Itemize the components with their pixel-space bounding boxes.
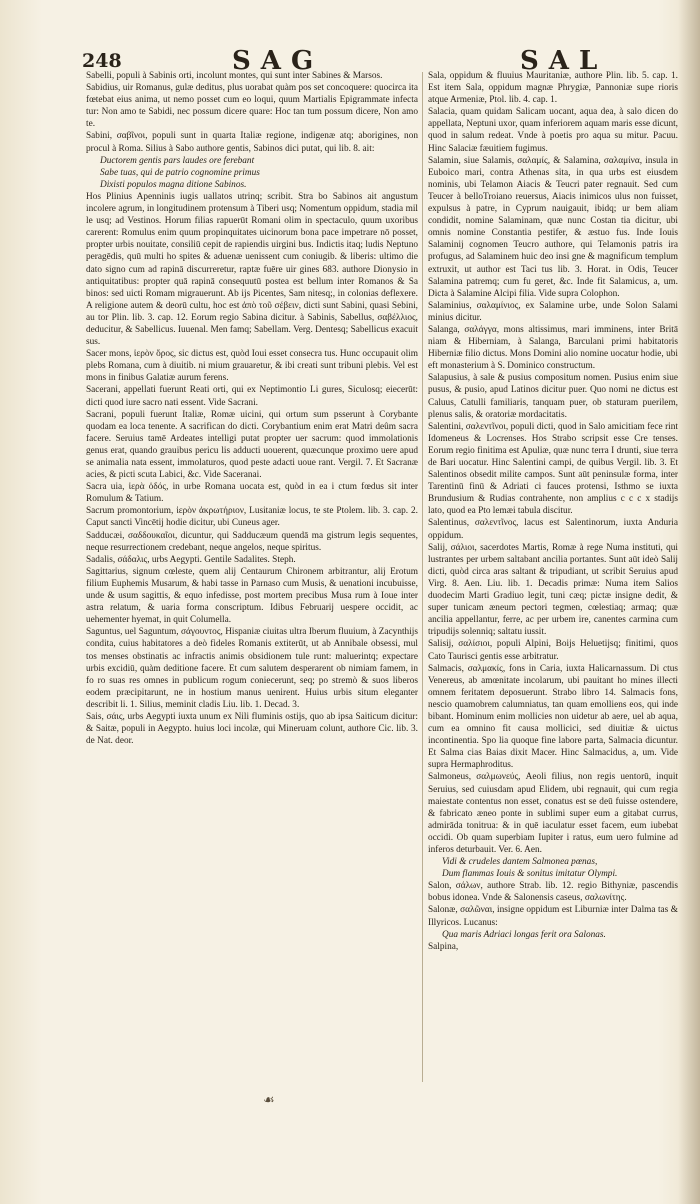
running-head-right: SAL: [520, 46, 608, 76]
dictionary-entry: Sabidius, uir Romanus, gulæ deditus, plus uorabat quàm pos set concoquere: quocirca ita fœtebat eius anima, ut nemo posset cum eo loqui, quum Martialis Epigrammate infecta tur: Non amo te Sabidi, nec possum dicere quare: Hoc tan tum possum dicere, Non amo te.: [86, 83, 418, 130]
right-column: [428, 70, 678, 953]
dictionary-entry: Salacia, quam quidam Salicam uocant, aqua dea, à salo dicen do appellata, Neptuni uxor, quam inferiorem aquam maris esse dicunt, quod in salum redeat. Vnde à poetis pro aqua su mitur. Pacuu. Hinc Salaciæ fæuitiem fugimus.: [428, 107, 678, 154]
dictionary-entry: Salon, σάλων, authore Strab. lib. 12. regio Bithyniæ, pascendis bobus idonea. Vnde & Salonensis caseus, σαλωνίτης.: [428, 881, 678, 904]
left-column: [86, 70, 418, 747]
dictionary-entry: Sacrum promontorium, ἱερὸν ἀκρωτήριον, Lusitaniæ locus, te ste Ptolem. lib. 3. cap. 2. Caput sancti Vincētij hodie dicitur, ubi Cuneus ager.: [86, 506, 418, 529]
dictionary-entry: Salonæ, σαλῶναι, insigne oppidum est Liburniæ inter Dalma tas & Illyricos. Lucanus:: [428, 905, 678, 928]
dictionary-entry: Hos Plinius Apenninis iugis uallatos utrinq; scribit. Stra bo Sabinos ait angustum incolere agrum, in longitudinem protensum à Tiberi usq; Nomentum oppidum, stadia mil le usq; ad Vestinos. Horum filias rapuerūt Romani olim in spectaculo, quum uxoribus carerent: Romulus enim quum propinquitates uicinorum bona pace impetrare nō posset, propter urbis nouitate, consiliū cepit de rapiendis uirgini bus. Indictis itaq; ludis Neptuno peragēdis, quū multi ho spites & aduenæ uenissent cum coniugib. & liberis: ultimo die dato signo cum ad rapinā discurreretur, raptæ fuēre uir gines 683. authore Dionysio in antiquitatibus: propter quā rapinā consequutū postea est bellum inter Romanos & Sa binos: sed uicti Romam migrauerunt. Ab ijs Picentes, Sam nitesq;, in colonias deflexere. A religione autem & deorū cultu, hoc est ἀπὸ τοῦ σέβειν, dicti sunt Sabini, quasi Sebini, au tor Plin. lib. 3. cap. 12. Eorum regio Sabina dicitur. à Sabinis, Sabellus, σαβέλλιος, deducitur, & Sabellicus. Iuuenal. Men famq; Sabellam. Verg. Dentesq; Sabellicus exacuit sus.: [86, 191, 418, 348]
ornament-icon: ☙: [263, 1093, 275, 1108]
dictionary-entry: Sais, σάις, urbs Aegypti iuxta unum ex Nili fluminis ostijs, quo ab ipsa Saiticum dicitur: & Saitæ, populi in Aegypto. huius loci incolæ, qui Mineruam colunt, authore Cic. lib. 3. de Nat. deor.: [86, 711, 418, 747]
dictionary-entry: Sacer mons, ἱερὸν ὄρος, sic dictus est, quòd Ioui esset consecra tus. Hunc occupauit olim plebs Romana, cum à diuitib. ni mium grauaretur, & ibi creati sunt tribuni plebis. Vel est mons in finibus Galatiæ aurum ferens.: [86, 349, 418, 384]
dictionary-entry: Salaminius, σαλαμίνιος, ex Salamine urbe, unde Solon Salami minius dicitur.: [428, 300, 678, 323]
dictionary-entry: Sadalis, σάδαλις, urbs Aegypti. Gentile Sadalites. Steph.: [86, 554, 296, 565]
dictionary-entry: Sala, oppidum & fluuius Mauritaniæ, authore Plin. lib. 5. cap. 1. Est item Sala, oppidum magnæ Phrygiæ, Pannoniæ supe rioris atque Armeniæ, Ptol. lib. 4. cap. 1.: [428, 71, 678, 106]
dictionary-entry: Salentini, σαλεντῖνοι, populi dicti, quod in Salo amicitiam fece rint Idomeneus & Locrenses. Hos Strabo scripsit esse Cre tenses. Eorum regio finitima est Apuliæ, quæ nunc terra I drunti, siue terra de Bari uocatur. Hinc Salentini campi, de quibus Vergil. lib. 3. Et Salentinos obsedit milite campos. Sunt aūt peninsulæ forma, inter Tarentinū finū & Adriati ci fauces protensi, Isthmo se iuxta Brundusium & Rudias contrahente, non amplius c c c x stadijs lato, quod ea Pto lemæi tabula discitur.: [428, 421, 678, 517]
dictionary-entry: Salanga, σαλάγγα, mons altissimus, mari imminens, inter Britā niam & Hiberniam, à Salanga, Barculani primi habitatoris Hiberniæ filio dictus. Mons Domini alio nomine uocatur hodie, ubi eft monasterium à S. Dominico constructum.: [428, 324, 678, 372]
verse-line: Qua maris Adriaci longas ferit ora Salonas.: [442, 929, 606, 940]
dictionary-entry: Sagittarius, signum cœleste, quem alij Centaurum Chironem arbitrantur, alij Erotum filium Euphemis Musarum, & habi tasse in Parnaso cum Musis, & uenationi incubuisse, unde & usum sagittis, & equo infedisse, post mortem precibus Musa rum à Ioue inter astra relatum, & uaria forma conscriptum. Idibus Februarij uespere occidit, ac uehementer hyemat, in quit Columella.: [86, 566, 418, 626]
dictionary-entry: Sacrani, populi fuerunt Italiæ, Romæ uicini, qui ortum sum psserunt à Corybante quodam ea loca tenente. A sacrifican do dicti. Corybantium enim erat Matri deûm sacra facere. Seruius tamē Ardeates intelligi putat propter uer sacrum: quod immolationis genus erat, quando grauibus pericu lis adducti uouerent, quæcunque proximo uere apud se animalia nata essent, immolaturos, quod peste adacti uoue rant. Vergil. 7. Et Sacranæ acies, & picti scuta Labici, &c. Vide Saceranai.: [86, 409, 418, 481]
verse-quote: [86, 155, 418, 191]
column-divider: [422, 72, 423, 1082]
verse-line: Ductorem gentis pars laudes ore ferebant: [100, 155, 255, 166]
page-number: 248: [82, 50, 122, 72]
dictionary-entry: Sacra uia, ἱερὰ ὁδός, in urbe Romana uocata est, quòd in ea i ctum fœdus sit inter Romulum & Tatium.: [86, 482, 418, 505]
dictionary-entry: Sabelli, populi à Sabinis orti, incolunt montes, qui sunt inter Sabines & Marsos.: [86, 71, 383, 81]
dictionary-entry: Salisij, σαλίσιοι, populi Alpini, Boijs Heluetijsq; finitimi, quos Cato Taurisci gentis esse arbitratur.: [428, 639, 678, 662]
dictionary-entry: Sabini, σαβῖνοι, populi sunt in quarta Italiæ regione, indigenæ atq; aborigines, non procul à Roma. Silius à Sabo authore gentis, Sabinos dici putat, qui lib. 8. ait:: [86, 131, 418, 154]
dictionary-entry: Salentinus, σαλεντῖνος, lacus est Salentinorum, iuxta Anduria oppidum.: [428, 518, 678, 541]
verse-line: Sabe tuas, qui de patrio cognomine primus: [100, 167, 260, 178]
verse-quote: [428, 929, 678, 941]
dictionary-entry: Sadducæi, σαδδουκαῖοι, dicuntur, qui Sadducæum quendā ma gistrum legis sequentes, neque resurrectionem credebant, neque angelos, neque spiritus.: [86, 530, 418, 553]
page-gutter-shadow: [678, 0, 700, 1204]
dictionary-entry: Sacerani, appellati fuerunt Reati orti, qui ex Neptimontio Li gures, Siculosq; eiecerūt: dicti quod iure sacro nati essent. Vide Sacrani.: [86, 385, 418, 408]
dictionary-entry: Salpina,: [428, 941, 459, 952]
dictionary-entry: Salij, σάλιοι, sacerdotes Martis, Romæ à rege Numa instituti, qui lustrantes per urbem saltabant ancilia portantes. Sunt aūt ideò Salij dicti, quòd circa aras saltant & tripudiant, ut scribit Seruius apud Virg. 8. Aen. Liu. lib. 1. Decadis primæ: Numa item Salios duodecim Marti Gradiuo legit, tuni cæq; pictæ insigne dedit, & super tunicam æneum pectori tegmen, cœlestiaq; armaq; quæ ancilia appellantur, ferre, ac per urbem ire, canentes carmina cum tripudijs solenniq; saltatu iussit.: [428, 542, 678, 638]
verse-line: Dixisti populos magna ditione Sabinos.: [100, 179, 247, 190]
dictionary-entry: Salapusius, à sale & pusius compositum nomen. Pusius enim siue pusus, & pusio, apud Latinos dicitur puer. Quo nomi ne dictus est Caluus, Catulli familiaris, tanquam puer, ob staturam puerilem, plenus salis, & oratoriæ mordacitatis.: [428, 373, 678, 420]
verse-line: Dum flammas Iouis & sonitus imitatur Olympi.: [442, 869, 618, 880]
running-head-left: SAG: [232, 46, 324, 76]
dictionary-entry: Salmoneus, σαλμωνεύς, Aeoli filius, non regis uentorū, inquit Seruius, sed cuiusdam apud Elidem, ubi regnauit, qui cum regia maiestate contentus non esset, conatus est se deū fuisse ostendere, & fabricato æneo ponte in sublimi super eum a gitabat currus, admirāda tonitrua: & in quē iaculatur esset facem, eum iubebat occidi. Ob quam superbiam Iupiter i ratus, eum uero fulmine ad inferos deturbauit. Ver. 6. Aen.: [428, 772, 678, 855]
verse-line: Vidi & crudeles dantem Salmonea pœnas,: [442, 857, 598, 868]
dictionary-entry: Salmacis, σαλμακίς, fons in Caria, iuxta Halicarnassum. Di ctus Venereus, ab amœnitate incolarum, ubi pauitant ho mines illecti omnem feritatem deposuerunt. Strabo libro 14. Salmacis fons, nescio quamobrem calumniatus, tan quam emolliens eos, qui inde bibant. Hominum enim mollicies non uidetur ab aere, uel ab aqua, cum ea omnino fit causa mollicici, sed diuitiæ & uictus incontinentia. Spo lia quoque fine labore parta, Salmacia dicuntur. Et Salma cias Baias dixit Macer. Hinc Salmacidus, a, um. Vide supra Hermaphroditus.: [428, 663, 678, 771]
verse-quote: [428, 856, 678, 880]
dictionary-entry: Saguntus, uel Saguntum, σάγουντος, Hispaniæ ciuitas ultra Iberum fluuium, à Zacynthijs condita, cuius habitatores a deò fideles Romanis extiterūt, ut ab Annibale obsessi, mul tos menses obstinatis ac infractis animis obsidionem tule runt: maluerintq; expectare urbis excidiū, quàm deditione facere. Et cum salutem desperarent ob nimiam famem, in fo ro suas res omnes in publicum rogum coniecerunt, seq; po stremò & suos liberos eodem præcipitarunt, ne in hostium manus uenirent. Huius urbis situm eleganter describit li. 1. Silius, meminit cladis Liu. lib. 1. Decad. 3.: [86, 627, 418, 710]
dictionary-entry: Salamin, siue Salamis, σαλαμίς, & Salamina, σαλαμίνα, insula in Euboico mari, contra Athenas sita, in qua urbs est eiusdem nominis, ubi Telamon Aiacis & Teucri pater regnauit. Sed cum Teucer à belloTroiano reuersus, Aiacis inimicos ulus non fuisset, expulsus à patre, in Cyprum nauigauit, ibidq; ur bem aliam condidit, nomine Salaminam, quæ nunc Costan tia dicitur, ubi omnis nomine Constantia pestifer, & æstuo fus. Inde Iouis Salaminij cognomen Teucro authore, qui Telamonis patris ira profugus, ad Salaminem huic deo insi gne & magnificum templum extruxit, ut author est Taci tus lib. 3. Horat. in Odis, Teucer Salamina patremq; cum fu geret, &c. Inde fit Salamicus, a, um. Dicta à Salamine Alcipi filia. Vide supra Colophon.: [428, 155, 678, 299]
